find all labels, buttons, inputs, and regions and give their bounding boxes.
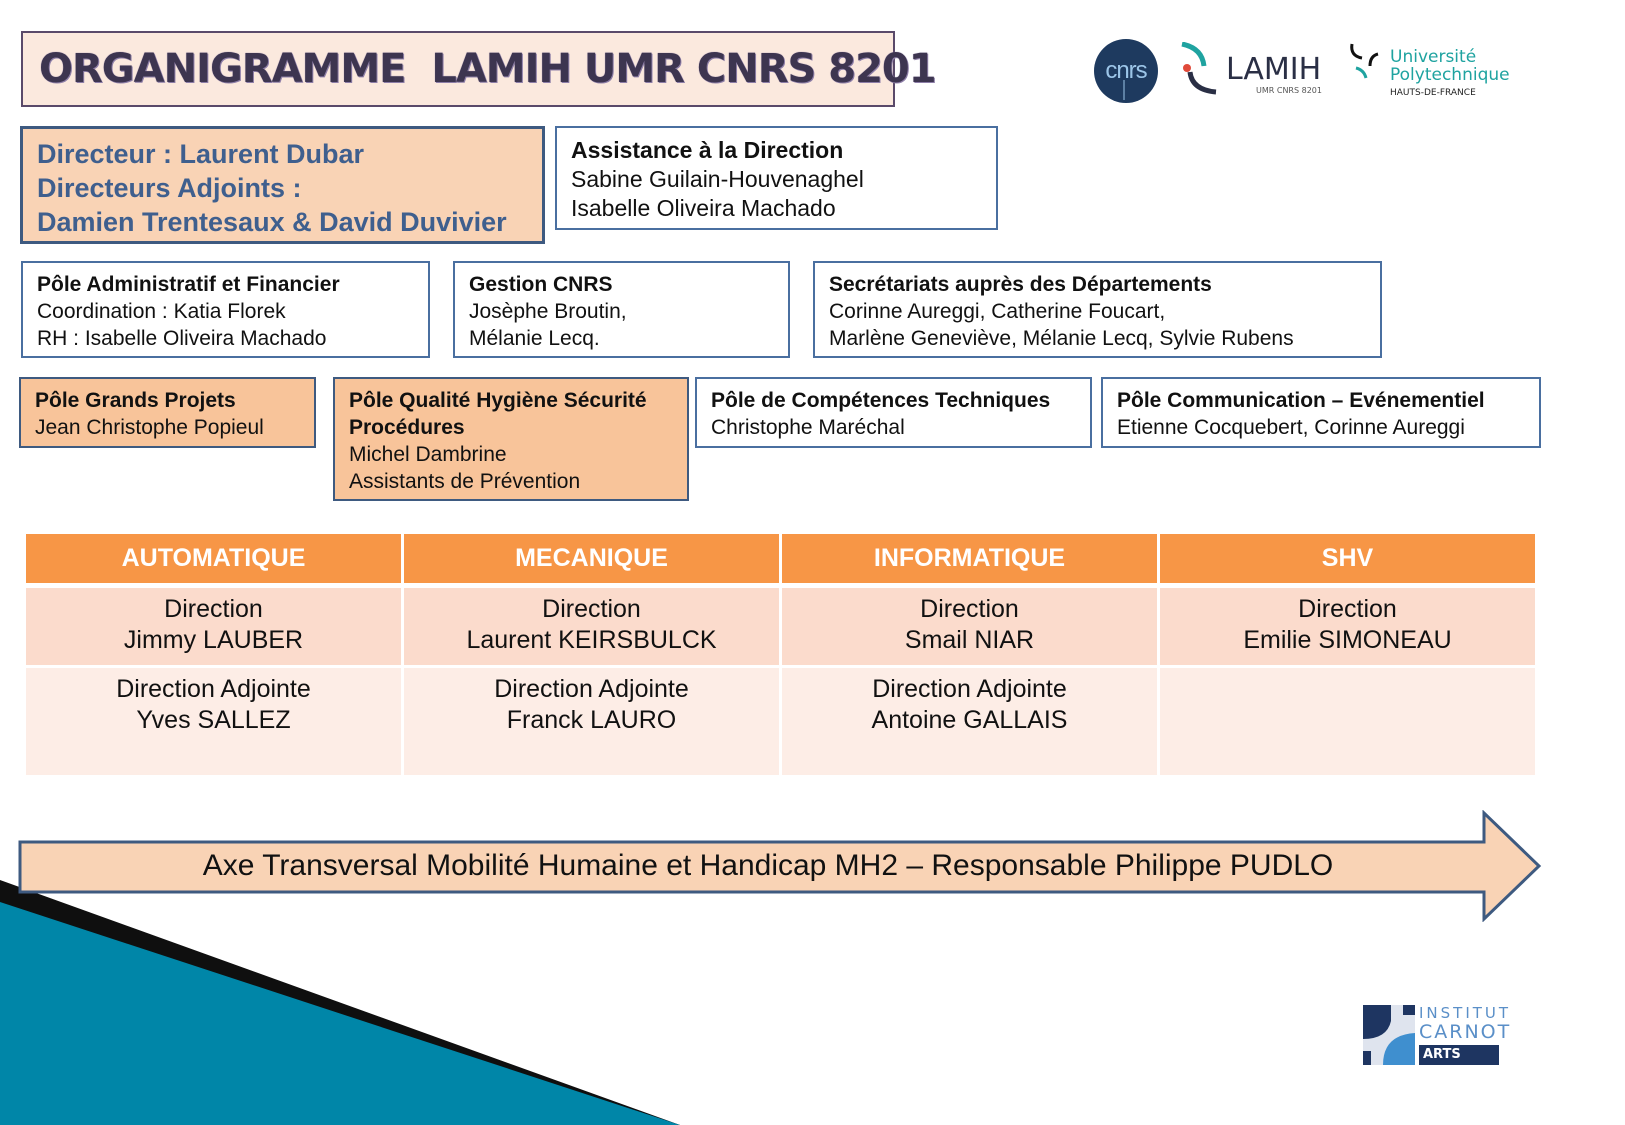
dept-header-informatique: INFORMATIQUE bbox=[781, 534, 1159, 586]
deputy-directors-label: Directeurs Adjoints : bbox=[37, 173, 302, 203]
pole-line: Assistants de Prévention bbox=[349, 470, 581, 493]
unit-line: Coordination : Katia Florek bbox=[37, 300, 286, 323]
pole-line: Michel Dambrine bbox=[349, 443, 507, 466]
pole-line: Christophe Maréchal bbox=[711, 416, 905, 439]
carnot-logo-line2: CARNOT bbox=[1419, 1021, 1512, 1043]
pole-grands-projets-box bbox=[19, 377, 316, 448]
table-cell bbox=[781, 667, 1159, 776]
cnrs-logo bbox=[1092, 38, 1160, 104]
assistance-heading: Assistance à la Direction bbox=[571, 137, 844, 163]
pole-heading: Pôle Communication – Evénementiel bbox=[1117, 389, 1485, 412]
cell-role: Direction bbox=[1298, 595, 1397, 623]
pole-communication-box bbox=[1101, 377, 1541, 448]
assistance-person: Isabelle Oliveira Machado bbox=[571, 195, 836, 221]
table-cell bbox=[781, 586, 1159, 667]
transversal-axis-label: Axe Transversal Mobilité Humaine et Handicap MH2 – Responsable Philippe PUDLO bbox=[202, 849, 1334, 882]
dept-header-mecanique: MECANIQUE bbox=[403, 534, 781, 586]
pole-heading: Pôle de Compétences Techniques bbox=[711, 389, 1051, 412]
admin-finance-box bbox=[21, 261, 430, 358]
pole-line: Jean Christophe Popieul bbox=[35, 416, 264, 439]
table-cell bbox=[403, 667, 781, 776]
svg-text:cnrs: cnrs bbox=[1105, 57, 1147, 84]
cell-name: Franck LAURO bbox=[506, 706, 677, 734]
table-cell bbox=[1159, 586, 1537, 667]
cell-role: Direction bbox=[542, 595, 641, 623]
transversal-axis-arrow bbox=[18, 810, 1543, 922]
assistance-box bbox=[555, 126, 998, 230]
cell-role: Direction bbox=[920, 595, 1019, 623]
cell-role: Direction bbox=[164, 595, 263, 623]
upf-logo bbox=[1348, 40, 1528, 102]
pole-line: Etienne Cocquebert, Corinne Aureggi bbox=[1117, 416, 1465, 439]
departments-table bbox=[23, 534, 1538, 775]
cell-name: Yves SALLEZ bbox=[136, 706, 291, 734]
cell-role: Direction Adjointe bbox=[116, 675, 311, 703]
carnot-logo-line3: ARTS bbox=[1419, 1045, 1499, 1065]
pole-competences-box bbox=[695, 377, 1092, 448]
dept-header-shv: SHV bbox=[1159, 534, 1537, 586]
table-row-direction bbox=[25, 586, 1537, 667]
unit-line: Marlène Geneviève, Mélanie Lecq, Sylvie Rubens bbox=[829, 327, 1294, 350]
unit-line: RH : Isabelle Oliveira Machado bbox=[37, 327, 327, 350]
cell-role: Direction Adjointe bbox=[872, 675, 1067, 703]
unit-heading: Secrétariats auprès des Départements bbox=[829, 273, 1212, 296]
cell-name: Antoine GALLAIS bbox=[871, 706, 1068, 734]
unit-line: Corinne Aureggi, Catherine Foucart, bbox=[829, 300, 1166, 323]
upf-logo-line3: HAUTS-DE-FRANCE bbox=[1390, 88, 1476, 98]
table-cell bbox=[25, 586, 403, 667]
dept-header-automatique: AUTOMATIQUE bbox=[25, 534, 403, 586]
unit-line: Mélanie Lecq. bbox=[469, 327, 600, 350]
page-title: ORGANIGRAMME LAMIH UMR CNRS 8201 bbox=[39, 46, 936, 92]
table-cell bbox=[403, 586, 781, 667]
lamih-logo-subtext: UMR CNRS 8201 bbox=[1256, 86, 1322, 95]
unit-heading: Pôle Administratif et Financier bbox=[37, 273, 340, 296]
cell-name: Laurent KEIRSBULCK bbox=[466, 626, 717, 654]
table-cell bbox=[1159, 667, 1537, 776]
institut-carnot-logo bbox=[1363, 1004, 1512, 1065]
assistance-person: Sabine Guilain-Houvenaghel bbox=[571, 166, 864, 192]
unit-line: Josèphe Broutin, bbox=[469, 300, 627, 323]
upf-logo-line1: Université bbox=[1390, 47, 1477, 67]
table-cell bbox=[25, 667, 403, 776]
cell-name: Jimmy LAUBER bbox=[123, 626, 304, 654]
director-box bbox=[20, 126, 545, 244]
table-row-deputy bbox=[25, 667, 1537, 776]
lamih-logo bbox=[1178, 42, 1328, 97]
cell-name: Smail NIAR bbox=[904, 626, 1035, 654]
pole-qhsp-box bbox=[333, 377, 689, 501]
carnot-logo-line1: INSTITUT bbox=[1419, 1004, 1512, 1022]
unit-heading: Gestion CNRS bbox=[469, 273, 613, 296]
cnrs-management-box bbox=[453, 261, 790, 358]
pole-heading: Pôle Grands Projets bbox=[35, 389, 236, 412]
cell-role: Direction Adjointe bbox=[494, 675, 689, 703]
title-box bbox=[21, 31, 936, 107]
deputy-directors-names: Damien Trentesaux & David Duvivier bbox=[37, 207, 507, 237]
director-line: Directeur : Laurent Dubar bbox=[37, 139, 365, 169]
secretariats-box bbox=[813, 261, 1382, 358]
cell-name: Emilie SIMONEAU bbox=[1243, 626, 1452, 654]
upf-logo-line2: Polytechnique bbox=[1390, 65, 1510, 85]
lamih-logo-text: LAMIH bbox=[1226, 52, 1322, 87]
pole-heading: Pôle Qualité Hygiène Sécurité Procédures bbox=[349, 389, 647, 439]
departments-header-row bbox=[25, 534, 1537, 586]
